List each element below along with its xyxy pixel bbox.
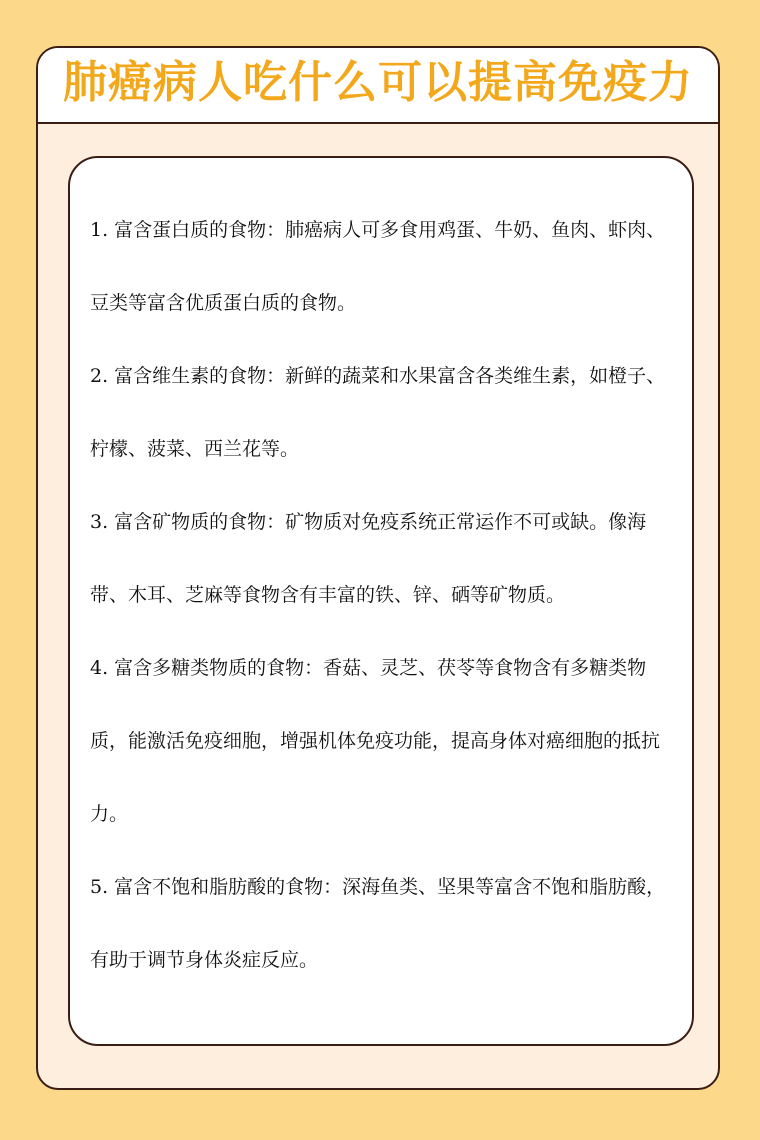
content-card xyxy=(68,156,694,1046)
list-item-5 xyxy=(90,851,680,997)
list-item-3 xyxy=(90,486,680,632)
item-text: 富含不饱和脂肪酸的食物：深海鱼类、坚果等富含不饱和脂肪酸，有助于调节身体炎症反应。 xyxy=(90,876,666,971)
content-list xyxy=(90,194,680,997)
item-number: 4. xyxy=(90,657,109,679)
item-number: 2. xyxy=(90,365,109,387)
item-text: 富含维生素的食物：新鲜的蔬菜和水果富含各类维生素，如橙子、柠檬、菠菜、西兰花等。 xyxy=(90,365,666,460)
item-number: 1. xyxy=(90,219,109,241)
list-item-2 xyxy=(90,340,680,486)
list-item-1 xyxy=(90,194,680,340)
list-item-4 xyxy=(90,632,680,851)
outer-card xyxy=(36,46,720,1090)
item-text: 富含蛋白质的食物：肺癌病人可多食用鸡蛋、牛奶、鱼肉、虾肉、豆类等富含优质蛋白质的食物。 xyxy=(90,219,666,314)
item-number: 3. xyxy=(90,511,109,533)
item-number: 5. xyxy=(90,876,109,898)
page-title: 肺癌病人吃什么可以提高免疫力 xyxy=(63,57,693,108)
title-bar xyxy=(38,48,718,124)
item-text: 富含多糖类物质的食物：香菇、灵芝、茯苓等食物含有多糖类物质，能激活免疫细胞，增强机体免疫功能，提高身体对癌细胞的抵抗力。 xyxy=(90,657,661,825)
item-text: 富含矿物质的食物：矿物质对免疫系统正常运作不可或缺。像海带、木耳、芝麻等食物含有丰富的铁、锌、硒等矿物质。 xyxy=(90,511,647,606)
